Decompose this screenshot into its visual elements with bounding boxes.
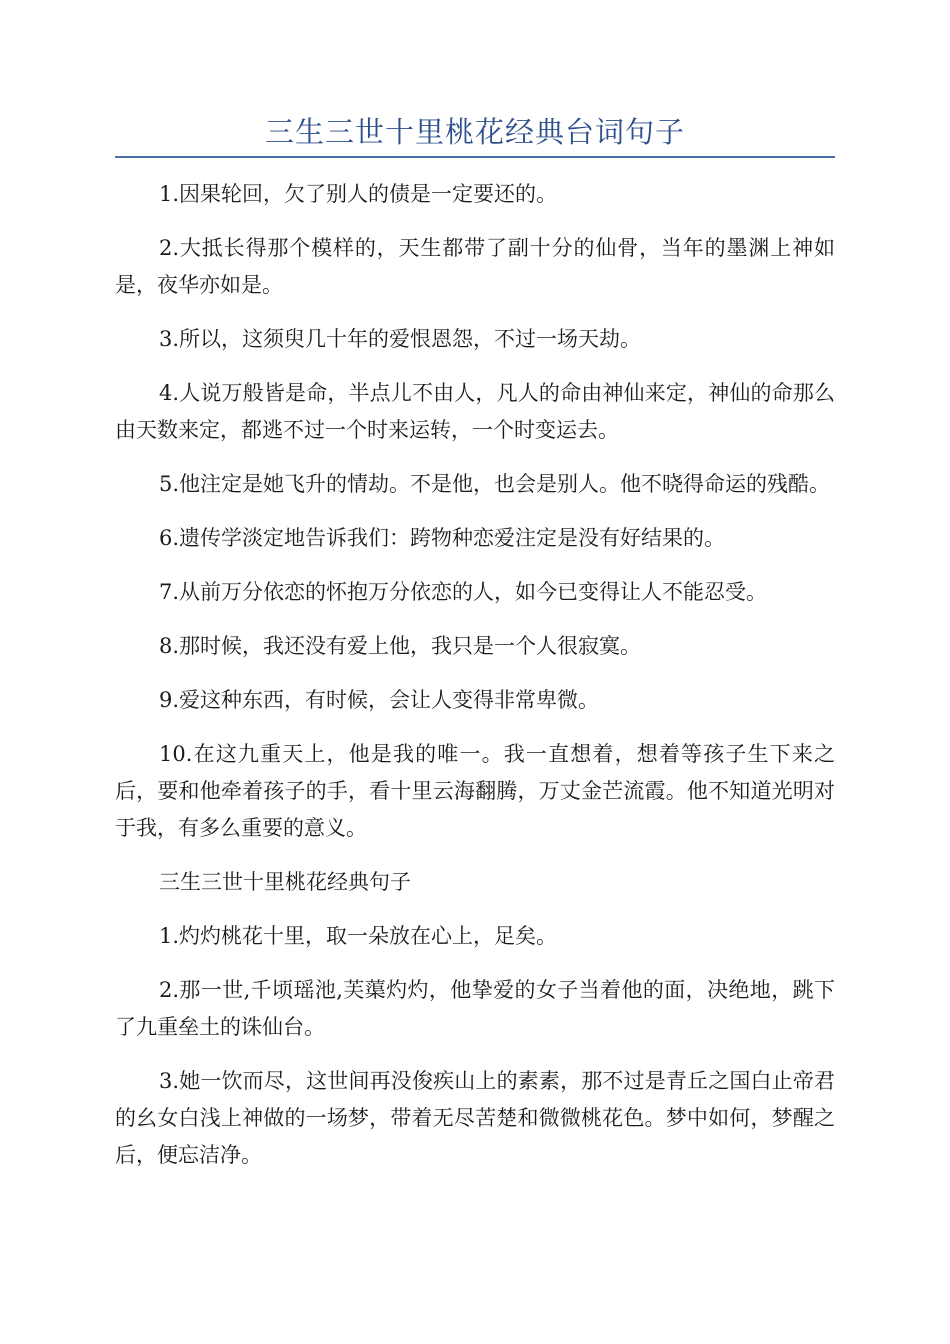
- paragraph-13: 3.她一饮而尽，这世间再没俊疾山上的素素，那不过是青丘之国白止帝君的幺女白浅上神做的一场梦，带着无尽苦楚和微微桃花色。梦中如何，梦醒之后，便忘洁净。: [115, 1069, 835, 1167]
- paragraph-11: 1.灼灼桃花十里，取一朵放在心上，足矣。: [159, 924, 558, 948]
- paragraph-9: 9.爱这种东西，有时候，会让人变得非常卑微。: [159, 688, 600, 712]
- title-block: [115, 112, 835, 158]
- paragraph-10: 10.在这九重天上，他是我的唯一。我一直想着，想着等孩子生下来之后，要和他牵着孩子的手，看十里云海翻腾，万丈金芒流霞。他不知道光明对于我，有多么重要的意义。: [115, 742, 835, 840]
- section-heading: 三生三世十里桃花经典句子: [159, 870, 411, 894]
- paragraph-8: 8.那时候，我还没有爱上他，我只是一个人很寂寞。: [159, 634, 642, 658]
- paragraph-2: 2.大抵长得那个模样的，天生都带了副十分的仙骨，当年的墨渊上神如是，夜华亦如是。: [115, 236, 835, 297]
- paragraph-7: 7.从前万分依恋的怀抱万分依恋的人，如今已变得让人不能忍受。: [159, 580, 768, 604]
- paragraph-3: 3.所以，这须臾几十年的爱恨恩怨，不过一场天劫。: [159, 327, 642, 351]
- paragraph-6: 6.遗传学淡定地告诉我们：跨物种恋爱注定是没有好结果的。: [159, 526, 726, 550]
- paragraph-5: 5.他注定是她飞升的情劫。不是他，也会是别人。他不晓得命运的残酷。: [159, 472, 831, 496]
- paragraph-12: 2.那一世,千顷瑶池,芙蕖灼灼，他挚爱的女子当着他的面，决绝地，跳下了九重垒土的诛仙台。: [115, 978, 835, 1039]
- paragraph-1: 1.因果轮回，欠了别人的债是一定要还的。: [159, 182, 558, 206]
- document-body: [115, 176, 835, 1191]
- page-title: 三生三世十里桃花经典台词句子: [264, 115, 685, 149]
- paragraph-4: 4.人说万般皆是命，半点儿不由人，凡人的命由神仙来定，神仙的命那么由天数来定，都逃不过一个时来运转，一个时变运去。: [115, 381, 835, 442]
